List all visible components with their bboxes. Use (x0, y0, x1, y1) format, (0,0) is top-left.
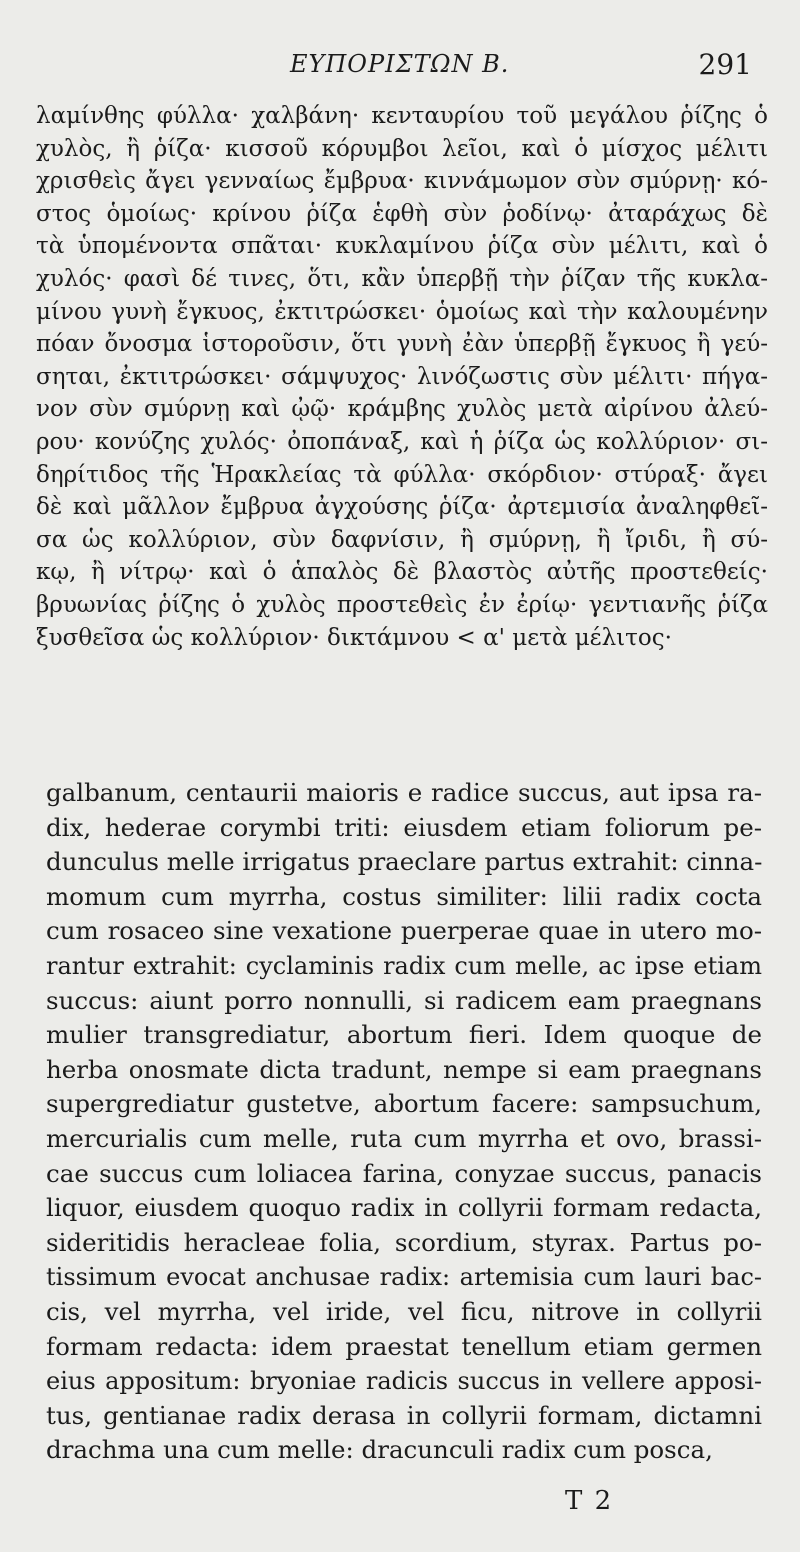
latin-text-line: cae succus cum loliacea farina, conyzae succus, panacis (46, 1158, 762, 1188)
latin-text-line: momum cum myrrha, costus similiter: lilii radix cocta (46, 881, 762, 911)
greek-text-line: βρυωνίας ῥίζης ὁ χυλὸς προστεθεὶς ἐν ἐρίῳ· γεντιανῆς ῥίζα (36, 591, 768, 618)
greek-text-line: χυλός· φασὶ δέ τινες, ὅτι, κἂν ὑπερβῇ τὴν ῥίζαν τῆς κυκλα- (36, 265, 768, 292)
page-header (0, 44, 800, 94)
latin-text-line: cis, vel myrrha, vel iride, vel ficu, nitrove in collyrii (46, 1296, 762, 1326)
greek-text-line: κῳ, ἢ νίτρῳ· καὶ ὁ ἁπαλὸς δὲ βλαστὸς αὐτῆς προστεθείς· (36, 559, 768, 586)
latin-text-line: sideritidis heracleae folia, scordium, styrax. Partus po- (46, 1227, 762, 1257)
latin-text-line: eius appositum: bryoniae radicis succus in vellere apposi- (46, 1367, 762, 1396)
latin-text-line: mulier transgrediatur, abortum fieri. Idem quoque de (46, 1020, 762, 1050)
latin-text-line: succus: aiunt porro nonnulli, si radicem eam praegnans (46, 985, 762, 1015)
greek-text-line: ρου· κονύζης χυλός· ὀποπάναξ, καὶ ἡ ῥίζα ὡς κολλύριον· σι- (36, 428, 768, 455)
latin-text-line: dunculus melle irrigatus praeclare partus extrahit: cinna- (46, 847, 763, 877)
greek-text-line: σα ὡς κολλύριον, σὺν δαφνίσιν, ἢ σμύρνῃ, ἢ ἴριδι, ἢ σύ- (36, 526, 768, 553)
greek-text-line: σηται, ἐκτιτρώσκει· σάμψυχος· λινόζωστις σὺν μέλιτι· πήγα- (36, 363, 768, 390)
latin-text-line: rantur extrahit: cyclaminis radix cum melle, ac ipse etiam (46, 951, 762, 980)
greek-text-line: νον σὺν σμύρνῃ καὶ ᾠῷ· κράμβης χυλὸς μετὰ αἰρίνου ἀλεύ- (36, 396, 768, 423)
running-title: ΕΥΠΟΡΙΣΤΩΝ Β. (290, 50, 510, 78)
latin-text-line: tus, gentianae radix derasa in collyrii formam, dictamni (46, 1400, 762, 1430)
greek-text-line: λαμίνθης φύλλα· χαλβάνη· κενταυρίου τοῦ μεγάλου ῥίζης ὁ (36, 103, 768, 129)
latin-text-line: supergrediatur gustetve, abortum facere: sampsuchum, (46, 1089, 762, 1119)
latin-text-line: mercurialis cum melle, ruta cum myrrha et ovo, brassi- (46, 1123, 762, 1153)
greek-text-line: μίνου γυνὴ ἔγκυος, ἐκτιτρώσκει· ὁμοίως καὶ τὴν καλουμένην (36, 298, 768, 325)
greek-text-line: χρισθεὶς ἄγει γενναίως ἔμβρυα· κιννάμωμον σὺν σμύρνῃ· κό- (36, 168, 768, 195)
greek-text-line: πόαν ὄνοσμα ἱστοροῦσιν, ὅτι γυνὴ ἐὰν ὑπερβῇ ἔγκυος ἢ γεύ- (36, 331, 768, 358)
signature-mark: T 2 (565, 1486, 614, 1516)
latin-text-line: liquor, eiusdem quoquo radix in collyrii formam redacta, (46, 1193, 762, 1223)
greek-text-line: δὲ καὶ μᾶλλον ἔμβρυα ἀγχούσης ῥίζα· ἀρτεμισία ἀναληφθεῖ- (36, 494, 768, 521)
latin-text-line: tissimum evocat anchusae radix: artemisia cum lauri bac- (46, 1263, 762, 1292)
latin-text-block (46, 776, 762, 1468)
greek-text-line: στος ὁμοίως· κρίνου ῥίζα ἑφθὴ σὺν ῥοδίνῳ· ἀταράχως δὲ (36, 200, 768, 227)
greek-text-line: χυλὸς, ἢ ῥίζα· κισσοῦ κόρυμβοι λεῖοι, καὶ ὁ μίσχος μέλιτι (36, 135, 768, 162)
latin-text-line: herba onosmate dicta tradunt, nempe si eam praegnans (46, 1054, 762, 1084)
latin-text-line: cum rosaceo sine vexatione puerperae quae in utero mo- (46, 916, 762, 946)
greek-text-line: δηρίτιδος τῆς Ἡρακλείας τὰ φύλλα· σκόρδιον· στύραξ· ἄγει (36, 461, 768, 488)
page-number: 291 (698, 48, 752, 81)
latin-text-line: galbanum, centaurii maioris e radice succus, aut ipsa ra- (46, 778, 762, 807)
greek-text-line: τὰ ὑπομένοντα σπᾶται· κυκλαμίνου ῥίζα σὺν μέλιτι, καὶ ὁ (36, 233, 768, 260)
latin-text-line: drachma una cum melle: dracunculi radix cum posca, (46, 1435, 713, 1465)
latin-text-line: formam redacta: idem praestat tenellum etiam germen (46, 1331, 762, 1361)
latin-text-line: dix, hederae corymbi triti: eiusdem etiam foliorum pe- (46, 812, 762, 842)
greek-text-line: ξυσθεῖσα ὡς κολλύριον· δικτάμνου < α' μετὰ μέλιτος· (36, 624, 672, 651)
greek-text-block (36, 100, 768, 654)
